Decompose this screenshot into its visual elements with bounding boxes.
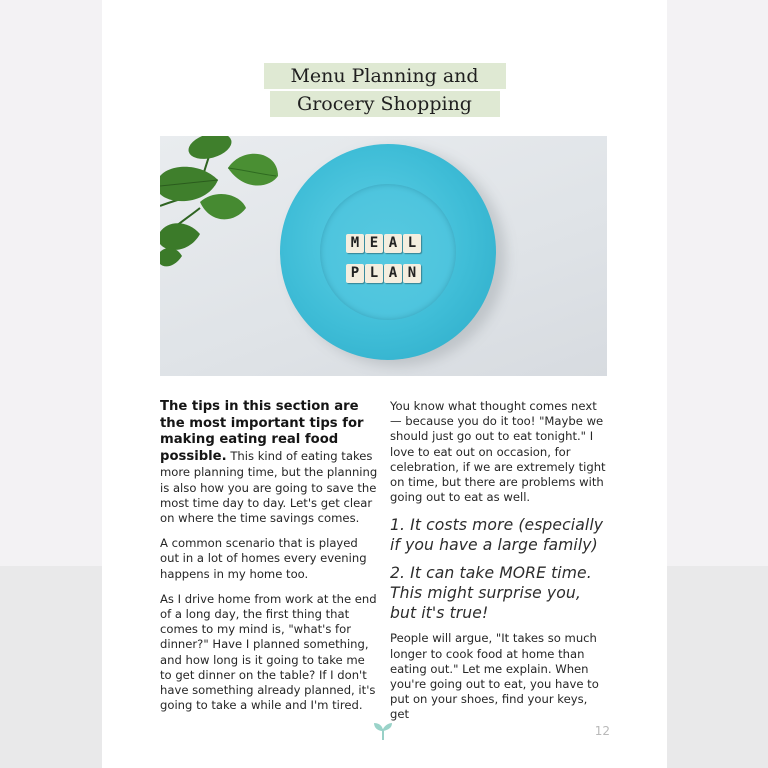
letter-tile: N	[403, 264, 421, 283]
letter-tile: A	[384, 234, 402, 253]
letter-tile: M	[346, 234, 364, 253]
left-column	[160, 399, 378, 723]
letter-tile: P	[346, 264, 364, 283]
title-line-1: Menu Planning and	[264, 63, 506, 89]
point-costs-more: 1. It costs more (especially if you have a large family)	[390, 516, 604, 555]
intro-paragraph	[160, 399, 378, 526]
pothos-leaves-illustration	[160, 136, 300, 276]
scenario-paragraph: A common scenario that is played out in a lot of homes every evening happens in my home too.	[160, 536, 367, 581]
intro-lead: The tips in this section are the most important tips for making eating real food possible.	[160, 399, 364, 464]
letter-tile: L	[403, 234, 421, 253]
right-column	[390, 399, 608, 733]
letter-tile: L	[365, 264, 383, 283]
intro-rest: This kind of eating takes more planning time, but the planning is also how you are going to save the most time day to day. Let's get clear on where the time savings comes.	[160, 448, 378, 525]
page-number: 12	[594, 724, 610, 738]
tile-row-meal	[346, 234, 421, 253]
letter-tile: E	[365, 234, 383, 253]
document-page	[102, 0, 667, 768]
letter-tile: A	[384, 264, 402, 283]
drive-home-paragraph: As I drive home from work at the end of a long day, the first thing that comes to my mind is, "what's for dinner?" Have I planned something, and how long is it going to take me to get dinner on the table? If I don't have something already planned, it's going to take a while and I'm tired.	[160, 591, 377, 713]
point-more-time: 2. It can take MORE time. This might surprise you, but it's true!	[390, 564, 592, 623]
page-title	[102, 63, 667, 119]
eat-out-paragraph: You know what thought comes next — because you do it too! "Maybe we should just go out to eat tonight." I love to eat out on occasion, for celebration, if we are extremely tight on time, but there are problems with going out to eat as well.	[390, 399, 606, 505]
meal-plan-photo	[160, 136, 607, 376]
sprout-icon	[372, 720, 394, 742]
tile-row-plan	[346, 264, 421, 283]
title-line-2: Grocery Shopping	[270, 91, 500, 117]
argument-paragraph: People will argue, "It takes so much longer to cook food at home than eating out." Let me explain. When you're going out to eat, you have to put on your shoes, find your keys, get	[390, 631, 599, 722]
